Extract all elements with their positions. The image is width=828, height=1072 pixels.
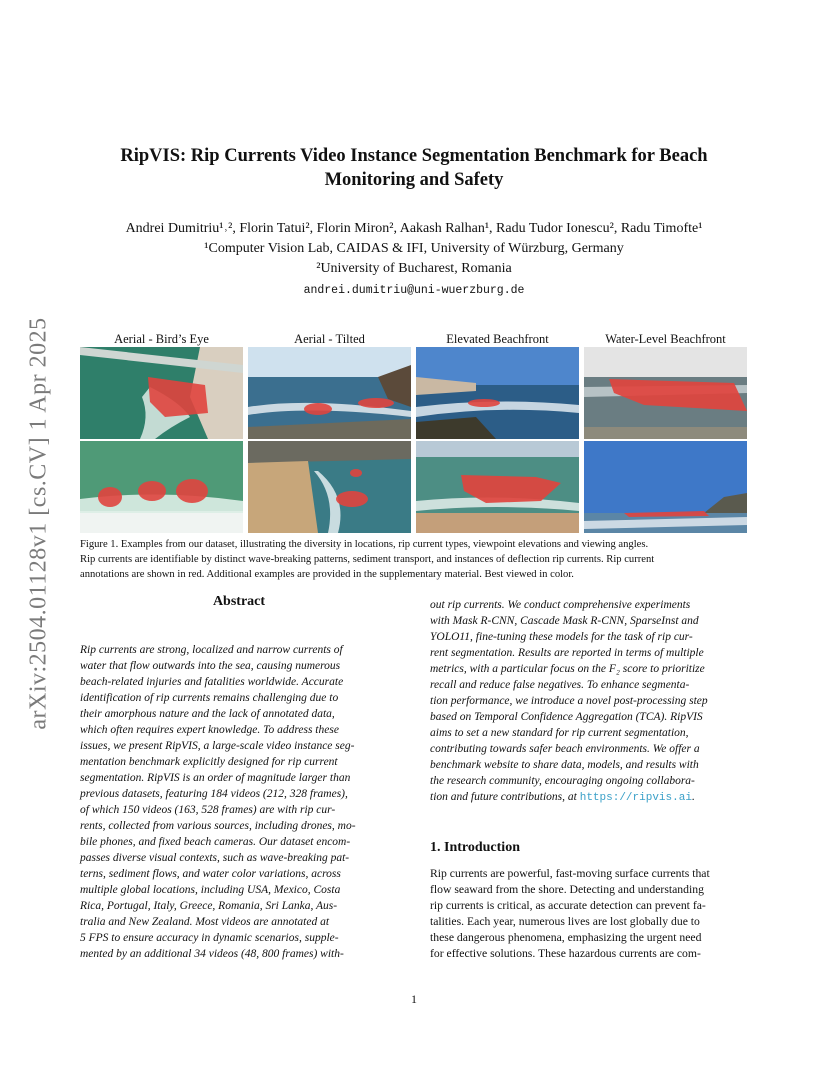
introduction-heading: 1. Introduction [430,840,520,855]
page-number: 1 [411,992,417,1006]
photo-water-level-beachfront-1 [584,347,747,439]
abstract-line: issues, we present RipVIS, a large-scale video instance seg- [80,740,355,752]
caption-line: annotations are shown in red. Additional examples are provided in the supplementary material. Best viewed in color. [80,569,574,580]
intro-line: these dangerous phenomena, emphasizing the urgent need [430,931,702,944]
title-line: Monitoring and Safety [324,170,504,190]
column-label-elevated: Elevated Beachfront [446,332,549,346]
abstract-line: beach-related injuries and fatalities worldwide. Accurate [80,676,344,688]
photo-aerial-birds-eye-2 [80,441,243,533]
intro-line: flow seaward from the shore. Detecting and understanding [430,883,704,896]
abstract-line: with Mask R-CNN, Cascade Mask R-CNN, SparseInst and [430,615,699,627]
abstract-line: Rip currents are strong, localized and narrow currents of [80,644,343,656]
intro-line: talities. Each year, numerous lives are lost globally due to [430,915,700,928]
abstract-line: water that flow outwards into the sea, causing numerous [80,660,341,672]
website-link[interactable]: https://ripvis.ai [579,792,692,804]
abstract-line: metrics, with a particular focus on the F₂ score to prioritize [430,663,705,675]
abstract-heading: Abstract [212,594,266,609]
abstract-line: rent segmentation. Results are reported in terms of multiple [430,647,704,659]
abstract-line: aims to set a new standard for rip current segmentation, [430,727,689,739]
abstract-line: multiple global locations, including USA, Mexico, Costa [80,884,341,896]
abstract-line: their amorphous nature and the lack of annotated data, [80,708,335,720]
photo-water-level-beachfront-2 [584,441,747,533]
affiliation-1: ¹Computer Vision Lab, CAIDAS & IFI, University of Würzburg, Germany [204,241,624,256]
abstract-line: contributing towards safer beach environments. We offer a [430,743,700,755]
column-label-tilted: Aerial - Tilted [294,332,365,346]
abstract-left-column [80,642,398,962]
photo-aerial-tilted-1 [248,347,411,439]
abstract-line: recall and reduce false negatives. To enhance segmenta- [430,679,690,691]
figure-caption [80,537,748,582]
introduction-text [430,866,748,962]
author-block [60,219,768,301]
abstract-last-line [430,789,748,806]
title-line: RipVIS: Rip Currents Video Instance Segmentation Benchmark for Beach [120,146,708,166]
arxiv-identifier [24,292,54,754]
abstract-line: which often requires expert knowledge. To address these [80,724,339,736]
intro-line: Rip currents are powerful, fast-moving surface currents that [430,867,710,880]
abstract-line: segmentation. RipVIS is an order of magnitude larger than [80,772,351,784]
intro-line: for effective solutions. These hazardous currents are com- [430,947,701,960]
abstract-last-suffix: . [691,791,695,803]
abstract-line: previous datasets, featuring 184 videos (212, 328 frames), [80,788,348,800]
photo-aerial-birds-eye-1 [80,347,243,439]
abstract-line: the research community, encouraging ongoing collabora- [430,775,695,787]
abstract-last-prefix: tion and future contributions, at [430,791,580,803]
abstract-line: identification of rip currents remains challenging due to [80,692,339,704]
abstract-line: Rica, Portugal, Italy, Greece, Romania, Sri Lanka, Aus- [80,900,338,912]
author-email[interactable]: andrei.dumitriu@uni-wuerzburg.de [303,284,525,297]
abstract-line: of which 150 videos (163, 528 frames) are with rip cur- [80,804,336,816]
photo-aerial-tilted-2 [248,441,411,533]
abstract-line: tion performance, we introduce a novel post-processing step [430,695,708,707]
caption-line: Rip currents are identifiable by distinct wave-breaking patterns, sediment transport, and instances of deflection rip currents. Rip current [80,554,655,565]
abstract-line: 5 FPS to ensure accuracy in dynamic scenarios, supple- [80,932,339,944]
abstract-line: based on Temporal Confidence Aggregation (TCA). RipVIS [430,711,703,723]
abstract-line: bile phones, and fixed beach cameras. Our dataset encom- [80,836,351,848]
abstract-line: YOLO11, fine-tuning these models for the task of rip cur- [430,631,693,643]
column-label-birds-eye: Aerial - Bird’s Eye [114,332,209,346]
abstract-line: passes diverse visual contexts, such as wave-breaking pat- [80,852,350,864]
abstract-right-column [430,597,748,806]
abstract-line: terns, sediment flows, and water color variations, across [80,868,341,880]
caption-line: Figure 1. Examples from our dataset, illustrating the diversity in locations, rip current types, viewpoint elevations and viewing angles. [80,539,649,550]
abstract-line: mentation benchmark explicitly designed for rip current [80,756,338,768]
column-label-water-level: Water-Level Beachfront [605,332,726,346]
intro-line: rip currents is critical, as accurate detection can prevent fa- [430,899,706,912]
arxiv-identifier-text: arXiv:2504.01128v1 [cs.CV] 1 Apr 2025 [25,316,52,730]
authors-line: Andrei Dumitriu¹˒², Florin Tatui², Florin Miron², Aakash Ralhan¹, Radu Tudor Ionescu², Radu Timofte¹ [125,221,703,236]
affiliation-2: ²University of Bucharest, Romania [316,261,512,276]
photo-elevated-beachfront-1 [416,347,579,439]
abstract-line: tralia and New Zealand. Most videos are annotated at [80,916,330,928]
paper-title [78,144,750,192]
abstract-line: out rip currents. We conduct comprehensive experiments [430,599,691,611]
abstract-line: rents, collected from various sources, including drones, mo- [80,820,356,832]
figure-column-labels [80,332,748,346]
photo-elevated-beachfront-2 [416,441,579,533]
figure-image-grid [80,347,748,533]
abstract-line: benchmark website to share data, models, and results with [430,759,699,771]
abstract-line: mented by an additional 34 videos (48, 800 frames) with- [80,948,344,960]
